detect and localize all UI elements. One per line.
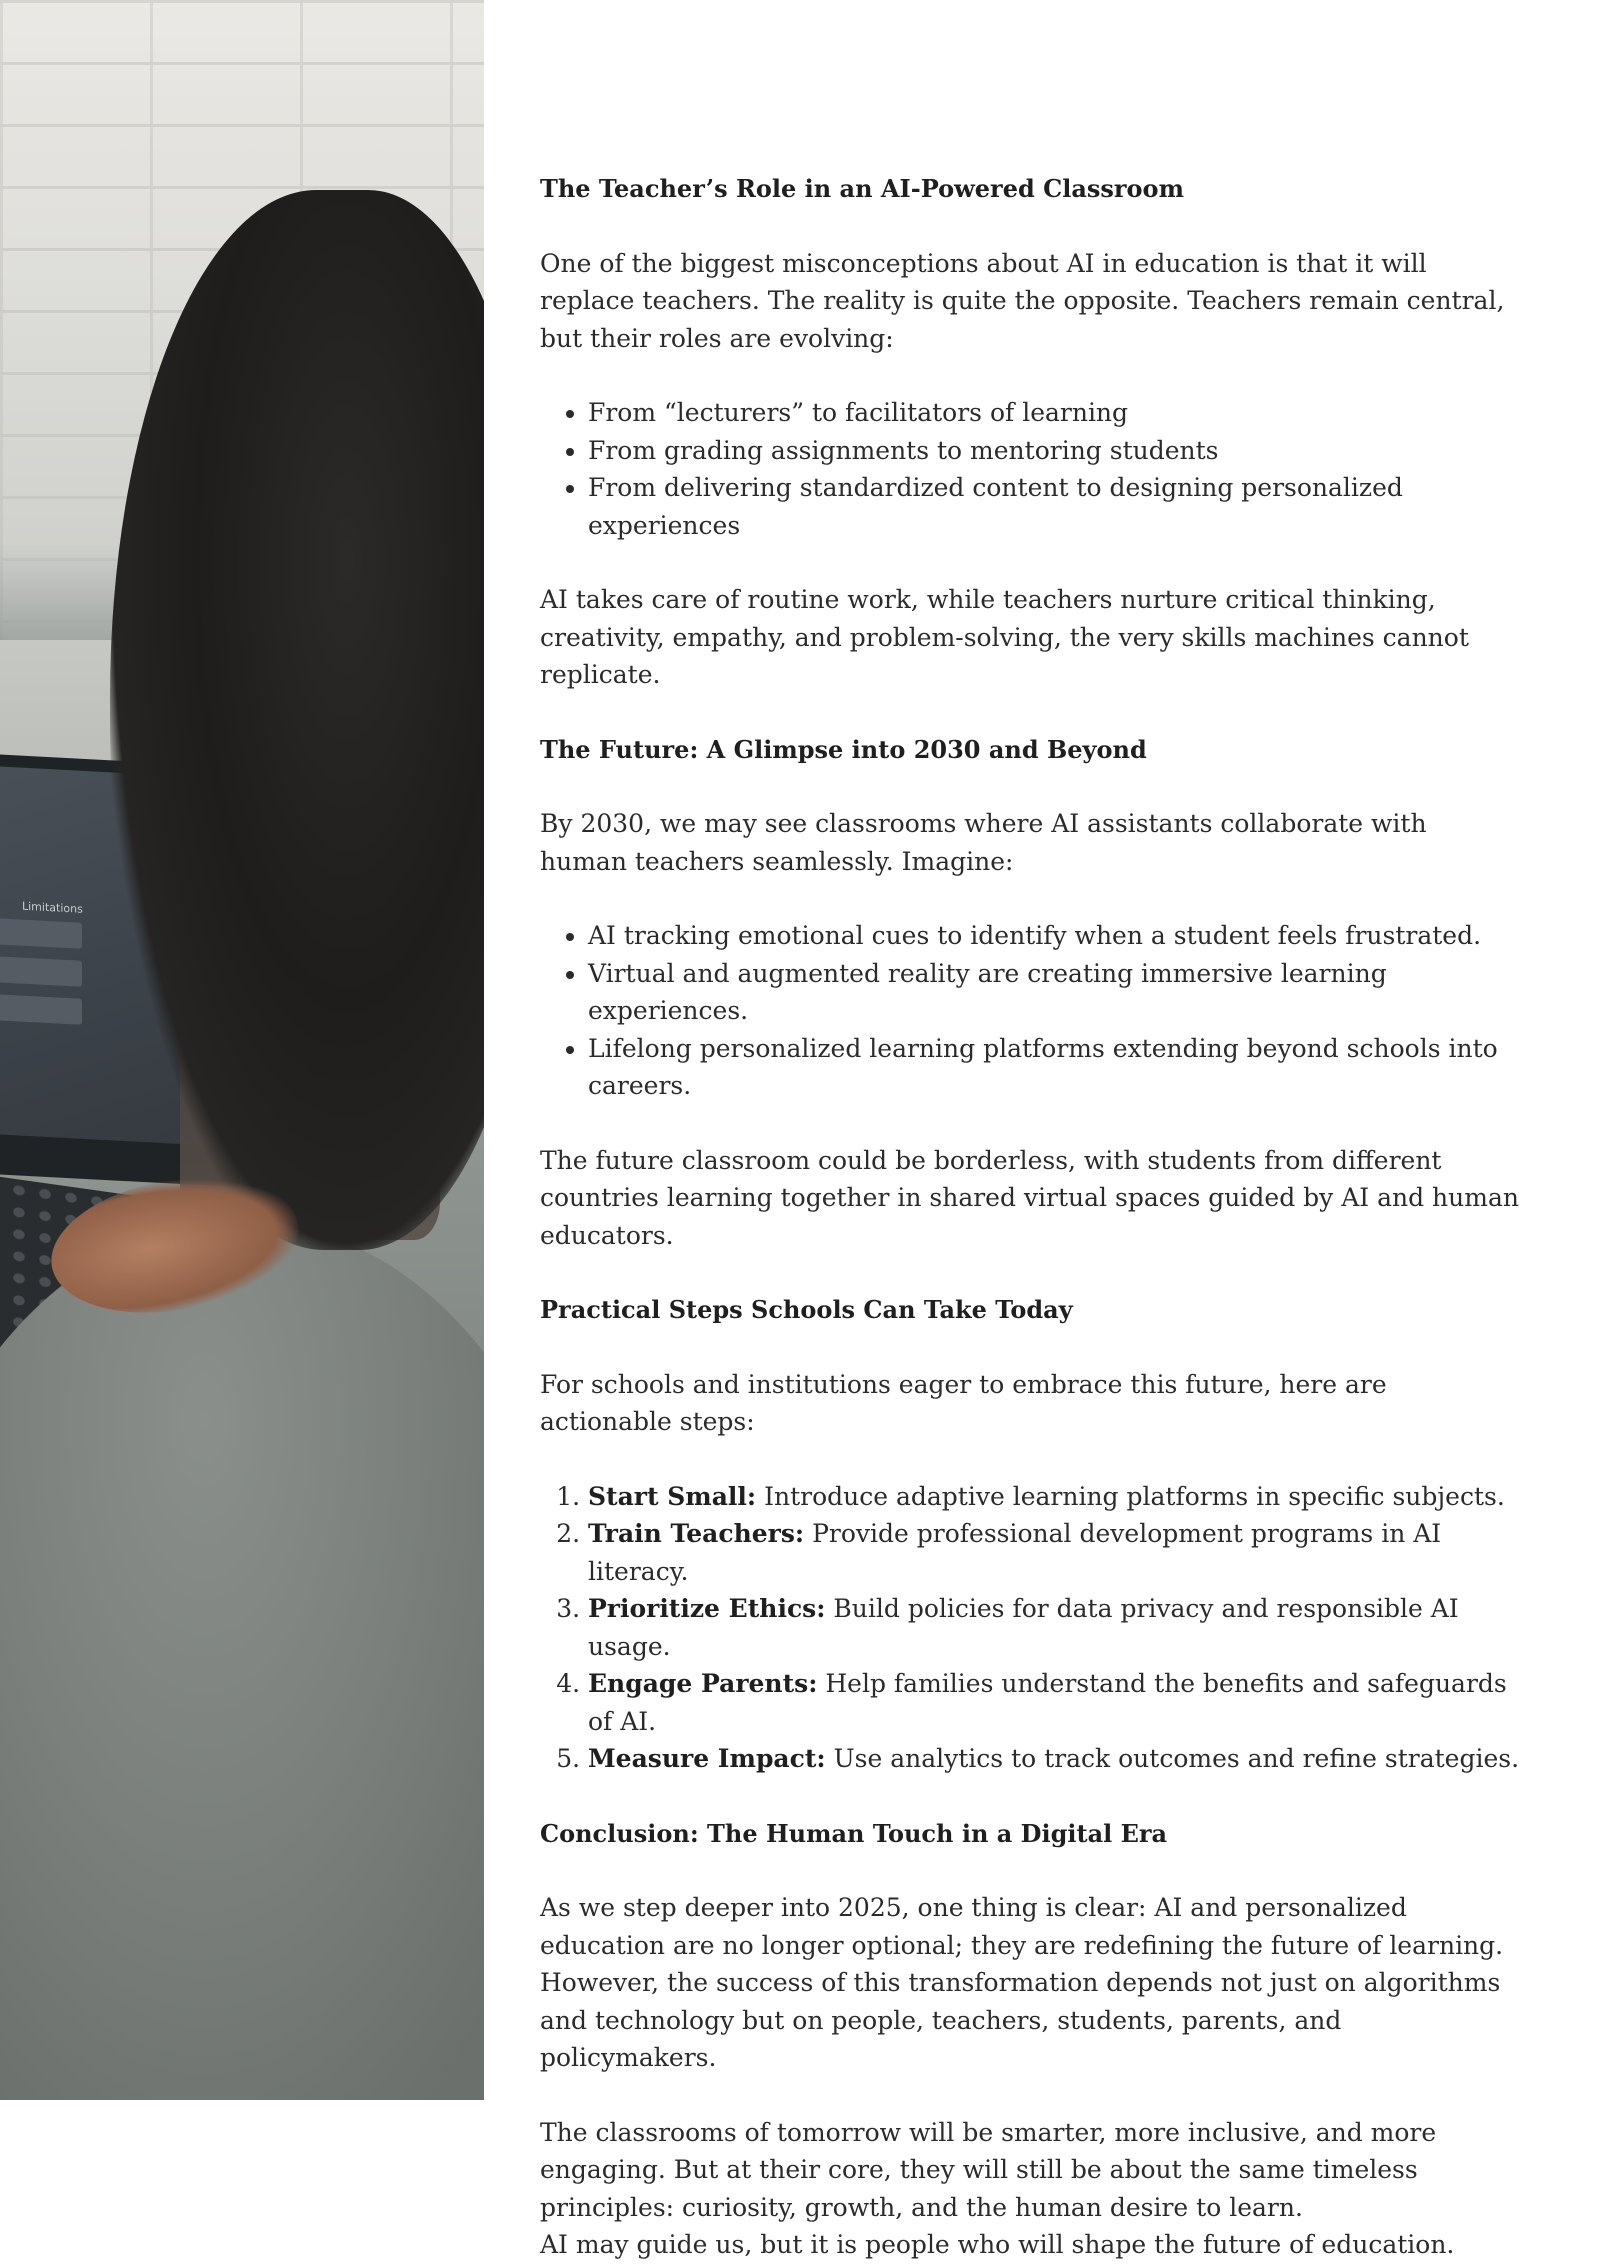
paragraph: For schools and institutions eager to embrace this future, here are actionable steps:: [540, 1369, 1387, 1436]
screen-card: [0, 994, 82, 1025]
step-lead: Prioritize Ethics:: [588, 1594, 826, 1623]
step-text: Build policies for data privacy and responsible AI usage.: [588, 1594, 1459, 1661]
step-text: Use analytics to track outcomes and refine strategies.: [825, 1744, 1520, 1773]
paragraph: AI takes care of routine work, while teachers nurture critical thinking, creativity, empathy, and problem-solving, the very skills machines cannot replicate.: [540, 585, 1469, 689]
step-text: Help families understand the benefits and safeguards of AI.: [588, 1669, 1507, 1736]
screen-card: [0, 956, 82, 987]
step-lead: Start Small:: [588, 1481, 757, 1511]
bullet-list: [540, 394, 1520, 544]
paragraph: The future classroom could be borderless, with students from different countries learning together in shared virtual spaces guided by AI and human educators.: [540, 1145, 1519, 1250]
list-item: • From grading assignments to mentoring students: [588, 432, 1520, 470]
screen-limitations-label: Limitations: [22, 899, 83, 916]
list-item: [588, 1665, 1520, 1740]
section-heading-teachers-role: The Teacher’s Role in an AI-Powered Classroom: [540, 174, 1184, 203]
step-lead: Train Teachers:: [588, 1519, 805, 1548]
paragraph: As we step deeper into 2025, one thing is clear: AI and personalized education are no longer optional; they are redefining the future of learning. However, the success of this transformation depends not just on algorithms and technology but on people, teachers, students, parents, and policymakers.: [540, 1893, 1504, 2072]
article-content: [540, 170, 1520, 2264]
list-item: • Lifelong personalized learning platforms extending beyond schools into careers.: [588, 1030, 1520, 1105]
list-item: • Virtual and augmented reality are creating immersive learning experiences.: [588, 955, 1520, 1030]
list-item: [588, 1515, 1520, 1590]
list-item: • From “lecturers” to facilitators of learning: [588, 394, 1520, 432]
list-item: [588, 1590, 1520, 1665]
hero-photo: [0, 0, 484, 2100]
screen-card: [0, 918, 82, 949]
list-item: [588, 1478, 1520, 1516]
list-item: • From delivering standardized content to designing personalized experiences: [588, 469, 1520, 544]
paragraph: The classrooms of tomorrow will be smarter, more inclusive, and more engaging. But at their core, they will still be about the same timeless principles: curiosity, growth, and the human desire to learn.: [540, 2117, 1437, 2222]
numbered-list: [540, 1478, 1520, 1778]
person-shoulder: [0, 1220, 484, 2100]
section-heading-practical-steps: Practical Steps Schools Can Take Today: [540, 1295, 1073, 1324]
step-lead: Measure Impact:: [588, 1744, 826, 1773]
paragraph: By 2030, we may see classrooms where AI assistants collaborate with human teachers seamlessly. Imagine:: [540, 809, 1427, 876]
closing-line: AI may guide us, but it is people who will shape the future of education.: [540, 2230, 1455, 2259]
section-heading-conclusion: Conclusion: The Human Touch in a Digital Era: [540, 1818, 1168, 1848]
step-lead: Engage Parents:: [588, 1669, 818, 1698]
list-item: [588, 1740, 1520, 1778]
bullet-list: [540, 917, 1520, 1105]
section-heading-future: The Future: A Glimpse into 2030 and Beyond: [540, 734, 1147, 764]
step-text: Introduce adaptive learning platforms in specific subjects.: [756, 1481, 1505, 1511]
paragraph: One of the biggest misconceptions about AI in education is that it will replace teachers. The reality is quite the opposite. Teachers remain central, but their roles are evolving:: [540, 248, 1505, 353]
step-text: Provide professional development programs in AI literacy.: [588, 1519, 1442, 1586]
list-item: • AI tracking emotional cues to identify when a student feels frustrated.: [588, 917, 1520, 955]
